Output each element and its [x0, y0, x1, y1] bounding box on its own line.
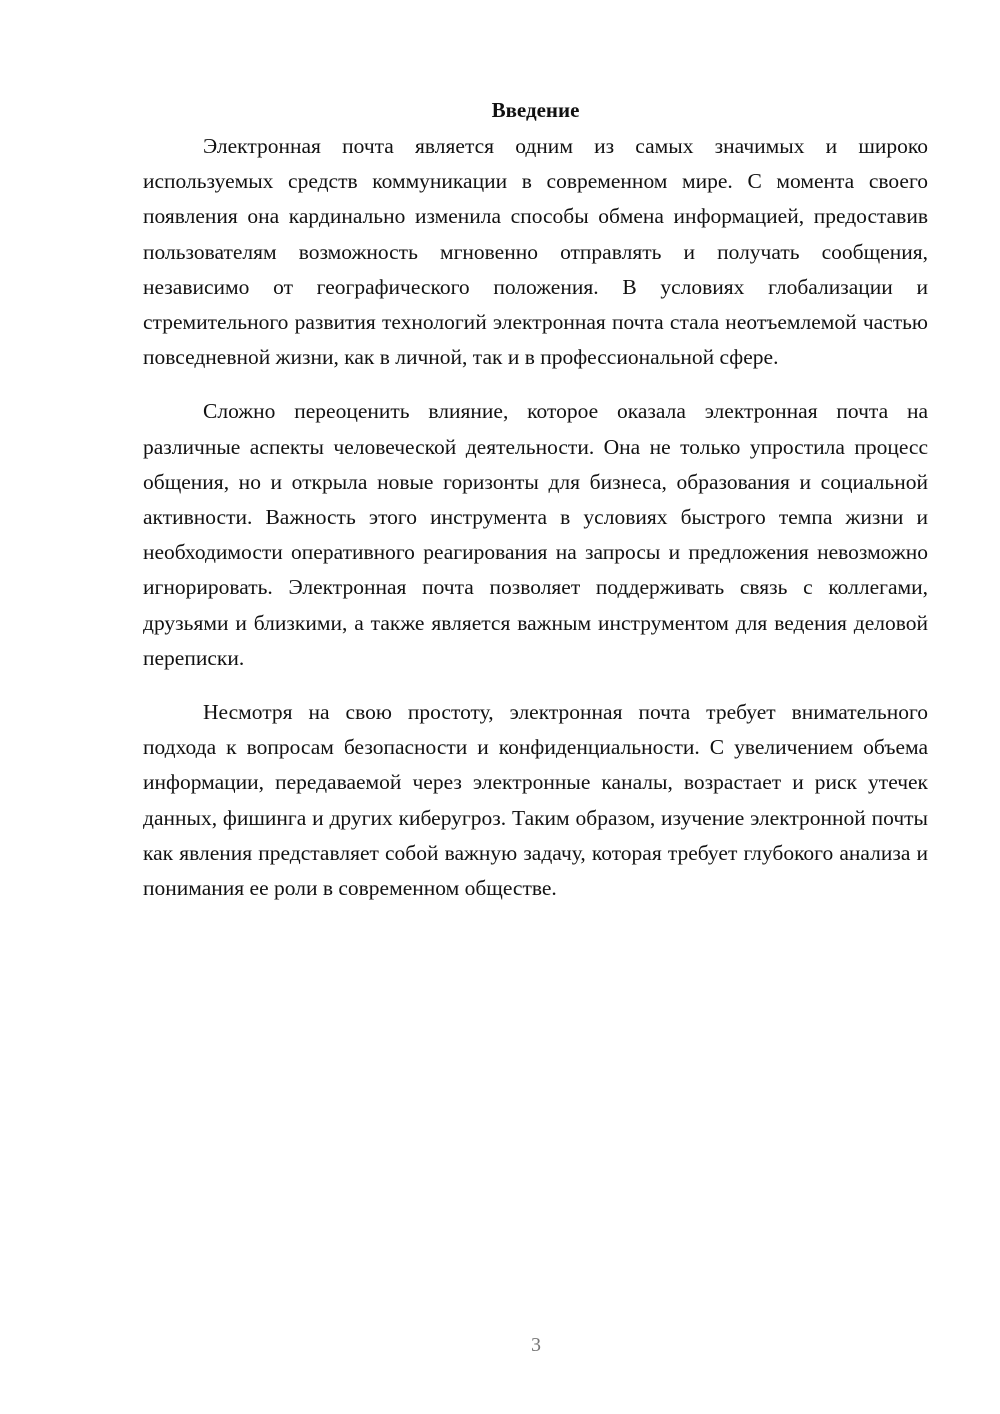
paragraph-2: Сложно переоценить влияние, которое оказала электронная почта на различные аспекты человеческой деятельности. Она не только упростила процесс общения, но и открыла новые горизонты для бизнеса, образования и социальной активности. Важность этого инструмента в условиях быстрого темпа жизни и необходимости оперативного реагирования на запросы и предложения невозможно игнорировать. Электронная почта позволяет поддерживать связь с коллегами, друзьями и близкими, а также является важным инструментом для ведения деловой переписки. [143, 399, 928, 670]
page-content [143, 95, 928, 925]
section-heading: Введение [491, 98, 580, 122]
paragraph-3: Несмотря на свою простоту, электронная почта требует внимательного подхода к вопросам безопасности и конфиденциальности. С увеличением объема информации, передаваемой через электронные каналы, возрастает и риск утечек данных, фишинга и других киберугроз. Таким образом, изучение электронной почты как явления представляет собой важную задачу, которая требует глубокого анализа и понимания ее роли в современном обществе. [143, 700, 928, 901]
paragraph-1: Электронная почта является одним из самых значимых и широко используемых средств коммуникации в современном мире. С момента своего появления она кардинально изменила способы обмена информацией, предоставив пользователям возможность мгновенно отправлять и получать сообщения, независимо от географического положения. В условиях глобализации и стремительного развития технологий электронная почта стала неотъемлемой частью повседневной жизни, как в личной, так и в профессиональной сфере. [143, 134, 928, 370]
page-number: 3 [531, 1334, 541, 1356]
